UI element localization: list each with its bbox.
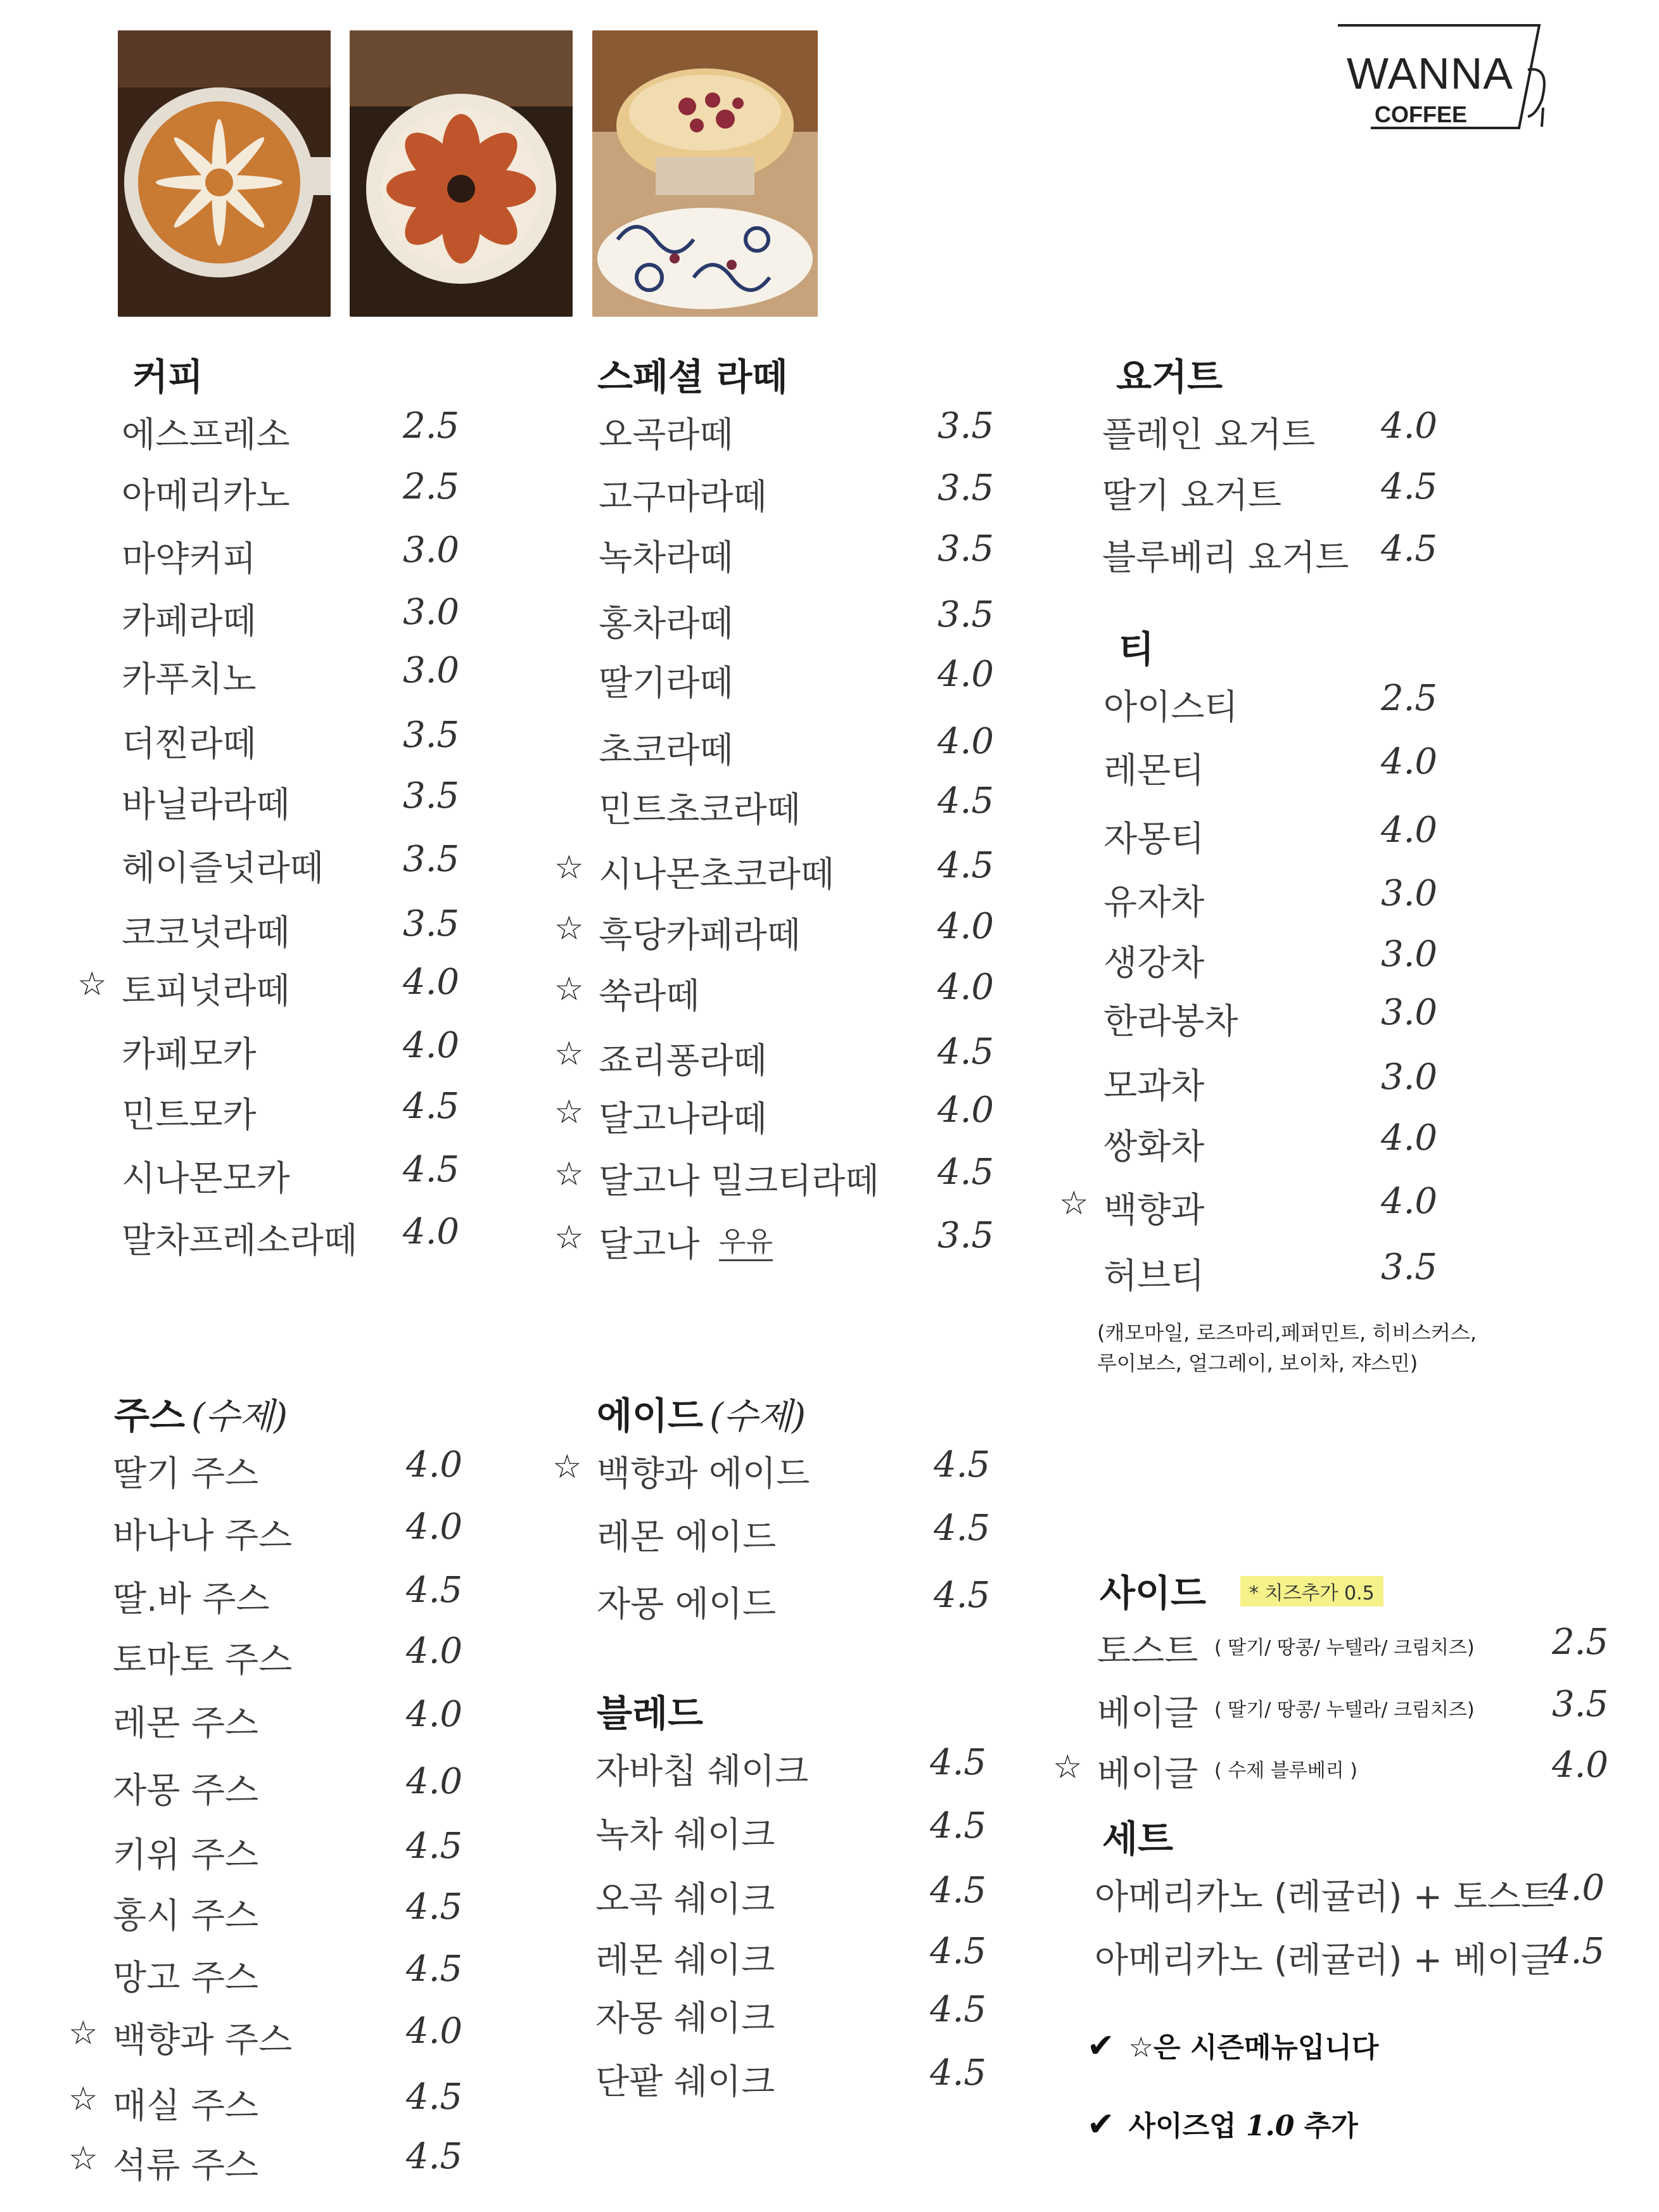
menu-item	[61, 1756, 492, 1821]
menu-item-price: 4.5	[403, 1149, 460, 1190]
menu-item	[1058, 461, 1501, 523]
menu-item-name: 더찐라떼	[122, 723, 257, 764]
menu-item	[61, 2131, 492, 2193]
menu-item	[551, 400, 1007, 462]
menu-item	[551, 1210, 1007, 1271]
menu-item-price: 3.5	[938, 594, 995, 635]
herb-tea-note: (캐모마일, 로즈마리,페퍼민트, 히비스커스, 루이보스, 얼그레이, 보이차, 쟈스민)	[1097, 1321, 1477, 1375]
menu-item	[61, 1821, 492, 1881]
menu-item-name: 베이글	[1097, 1693, 1198, 1733]
menu-item-name: 플레인 요거트	[1102, 414, 1316, 455]
menu-item-price: 4.0	[1552, 1745, 1609, 1786]
menu-item	[1058, 1176, 1501, 1242]
season-star-icon: ☆	[554, 970, 584, 1008]
menu-item-price: 2.5	[403, 405, 460, 447]
menu-item	[1058, 987, 1501, 1052]
menu-item	[61, 461, 492, 524]
section-title: 주스 (수제)	[114, 1394, 288, 1437]
menu-item-name: 모과차	[1103, 1065, 1205, 1106]
menu-item-name: 블루베리 요거트	[1102, 537, 1349, 578]
ade-section	[545, 1386, 1001, 1633]
season-star-icon: ☆	[1059, 1185, 1089, 1223]
menu-item-price: 4.0	[406, 1761, 463, 1802]
menu-item	[545, 1865, 1001, 1926]
menu-item-price: 3.0	[1381, 873, 1438, 914]
menu-item-name: 허브티	[1103, 1255, 1205, 1296]
juice-section	[61, 1386, 492, 2193]
season-star-icon: ☆	[77, 965, 107, 1003]
menu-item	[1039, 1926, 1628, 1986]
menu-item-price: 4.5	[1381, 466, 1438, 507]
season-star-icon: ☆	[68, 2140, 98, 2178]
season-star-icon: ☆	[68, 2080, 98, 2118]
menu-item	[551, 962, 1007, 1026]
menu-item-price: 4.5	[930, 1870, 987, 1911]
season-star-icon: ☆	[554, 1155, 584, 1193]
menu-item-name: 오곡라떼	[599, 414, 734, 455]
menu-item-name: 아메리카노	[122, 475, 290, 516]
menu-item	[551, 840, 1007, 901]
menu-item-price: 2.5	[1381, 678, 1438, 719]
season-star-icon: ☆	[554, 1219, 584, 1257]
menu-item-price: 3.5	[403, 903, 460, 944]
menu-item-name: 카페모카	[122, 1034, 257, 1074]
menu-item-price: 3.0	[403, 650, 460, 691]
menu-item-price: 4.5	[406, 1886, 463, 1928]
season-star-icon: ☆	[554, 1035, 584, 1073]
menu-item	[545, 1737, 1001, 1800]
menu-item-name: 마약커피	[122, 538, 257, 579]
menu-item-price: 4.0	[403, 1211, 460, 1252]
menu-item-name: 시나몬초코라떼	[599, 854, 834, 894]
menu-item	[61, 1144, 492, 1206]
menu-item-detail: ( 딸기/ 땅콩/ 누텔라/ 크림치즈)	[1214, 1637, 1475, 1659]
menu-item-name: 코코넛라떼	[122, 912, 290, 953]
menu-item-name: 달고나라떼	[599, 1098, 767, 1139]
menu-item-price: 4.5	[406, 1826, 463, 1867]
menu-item	[61, 1206, 492, 1268]
menu-item-name: 토스트	[1097, 1630, 1198, 1671]
menu-item	[551, 1084, 1007, 1147]
menu-item-name: 아메리카노 (레귤러) + 토스트	[1095, 1876, 1554, 1917]
menu-item	[61, 587, 492, 645]
menu-item-name: 오곡 쉐이크	[595, 1879, 775, 1919]
menu-item	[551, 462, 1007, 523]
menu-item-name: 아이스티	[1103, 687, 1238, 727]
menu-item-name: 쌍화차	[1103, 1126, 1205, 1167]
handwritten-note: 우유	[719, 1219, 773, 1261]
menu-item	[61, 1501, 492, 1565]
menu-item	[1058, 523, 1501, 584]
menu-item	[551, 1147, 1007, 1210]
menu-item-price: 3.5	[938, 405, 995, 447]
menu-item-price: 4.5	[934, 1444, 991, 1485]
menu-item	[551, 775, 1007, 840]
section-title: 요거트	[1116, 355, 1223, 398]
menu-item-name: 홍차라떼	[599, 603, 734, 644]
menu-item	[1058, 868, 1501, 929]
menu-item-name: 백향과 주스	[113, 2019, 293, 2060]
menu-item-name: 딸기 요거트	[1102, 475, 1282, 516]
checkmark-icon: ✔	[1087, 2106, 1115, 2144]
menu-item-name: 토피넛라떼	[122, 970, 290, 1011]
menu-item-name: 시나몬모카	[122, 1158, 290, 1198]
menu-item-price: 4.5	[406, 1948, 463, 1990]
menu-item-price: 4.0	[406, 1694, 463, 1735]
menu-item-name: 딸기 주스	[113, 1453, 259, 1494]
menu-item	[551, 716, 1007, 775]
menu-item-name: 쑥라떼	[599, 976, 700, 1016]
menu-item-price: 4.5	[406, 1570, 463, 1611]
section-title: 스페셜 라떼	[597, 355, 788, 398]
menu-item-name: 백향과	[1103, 1190, 1205, 1230]
menu-item-price: 2.5	[403, 466, 460, 507]
menu-item	[545, 2047, 1001, 2111]
menu-item	[1058, 736, 1501, 804]
menu-item	[545, 1570, 1001, 1633]
menu-item	[61, 1020, 492, 1081]
season-star-icon: ☆	[554, 910, 584, 948]
menu-item	[1058, 673, 1501, 736]
section-title: 세트	[1102, 1817, 1174, 1860]
menu-item	[61, 1081, 492, 1144]
menu-item	[1039, 1679, 1628, 1739]
menu-item-name: 말차프레소라떼	[122, 1220, 357, 1261]
menu-item-name: 홍시 주스	[113, 1895, 259, 1936]
season-star-icon: ☆	[554, 849, 584, 887]
menu-item-name: 베이글	[1097, 1753, 1198, 1794]
menu-item-price: 4.0	[1548, 1867, 1605, 1909]
menu-item-price: 3.5	[403, 715, 460, 756]
menu-item-price: 4.5	[930, 1742, 987, 1783]
menu-item	[61, 1689, 492, 1756]
menu-item-name: 바닐라라떼	[122, 784, 290, 825]
menu-item	[551, 589, 1007, 649]
menu-item-name: 매실 주스	[113, 2085, 259, 2126]
menu-item	[1058, 804, 1501, 868]
menu-item-name: 자몽 에이드	[597, 1584, 777, 1624]
menu-item	[61, 1881, 492, 1943]
menu-item	[61, 645, 492, 709]
menu-item-price: 3.0	[403, 592, 460, 633]
menu-item-price: 4.0	[1381, 741, 1438, 782]
season-star-icon: ☆	[68, 2014, 98, 2052]
logo-subtext: COFFEE	[1375, 101, 1468, 127]
menu-item-name: 백향과 에이드	[597, 1453, 810, 1494]
menu-item-name: 석류 주스	[113, 2145, 259, 2185]
section-title: 사이드	[1100, 1572, 1207, 1615]
menu-item-price: 3.0	[1381, 992, 1438, 1033]
menu-item-price: 4.0	[1381, 1181, 1438, 1222]
menu-item	[61, 524, 492, 587]
season-star-icon: ☆	[552, 1448, 582, 1486]
menu-item-price: 4.5	[406, 2136, 463, 2177]
menu-item-price: 3.0	[1381, 1057, 1438, 1098]
blend-section	[545, 1684, 1001, 2111]
section-title: 에이드 (수제)	[597, 1394, 806, 1437]
menu-item-price: 4.0	[403, 1025, 460, 1066]
menu-item-price: 4.5	[934, 1575, 991, 1616]
menu-item-name: 자몽 주스	[113, 1770, 259, 1810]
menu-item	[545, 1439, 1001, 1503]
menu-item	[61, 834, 492, 898]
menu-item-price: 4.0	[406, 1630, 463, 1672]
menu-item-price: 4.0	[938, 906, 995, 947]
menu-item-name: 토마토 주스	[113, 1639, 293, 1680]
menu-item	[1039, 1617, 1628, 1679]
menu-item-price: 3.5	[938, 528, 995, 569]
menu-item-name: 한라봉차	[1103, 1001, 1238, 1041]
menu-item	[1058, 1112, 1501, 1176]
menu-item	[61, 1943, 492, 2005]
latte-art-photo	[118, 30, 331, 317]
menu-item	[61, 1625, 492, 1689]
menu-item-price: 4.5	[1548, 1931, 1605, 1972]
menu-item-name: 자바칩 쉐이크	[595, 1751, 809, 1791]
menu-item-name: 레몬 주스	[113, 1703, 259, 1743]
menu-item-price: 4.0	[406, 1506, 463, 1548]
section-title: 블레드	[597, 1692, 704, 1735]
menu-item-name: 망고 주스	[113, 1957, 259, 1998]
menu-item-price: 4.5	[934, 1508, 991, 1549]
menu-item-detail: ( 수제 블루베리 )	[1214, 1760, 1357, 1782]
menu-item-price: 4.0	[1381, 810, 1438, 851]
yogurt-section	[1058, 347, 1501, 584]
menu-item	[61, 770, 492, 834]
menu-item-name: 초코라떼	[599, 730, 734, 770]
season-star-icon: ☆	[554, 1093, 584, 1131]
menu-item	[551, 523, 1007, 589]
section-title: 커피	[132, 355, 204, 398]
menu-item	[545, 1503, 1001, 1570]
season-menu-note: ✔ ☆은 시즌메뉴입니다	[1087, 2027, 1379, 2065]
menu-item-name: 헤이즐넛라떼	[122, 848, 324, 888]
menu-item-price: 4.0	[406, 2011, 463, 2052]
menu-item-name: 죠리퐁라떼	[599, 1040, 767, 1081]
season-star-icon: ☆	[1053, 1748, 1083, 1786]
menu-item-price: 3.5	[938, 1215, 995, 1256]
menu-item-name: 달고나 밀크티라떼	[599, 1160, 879, 1201]
menu-item-name: 바나나 주스	[113, 1515, 293, 1556]
menu-item-price: 4.5	[938, 780, 995, 822]
menu-item-name: 키위 주스	[113, 1834, 259, 1875]
menu-item-price: 3.5	[1552, 1684, 1609, 1725]
menu-item-name: 레몬 에이드	[597, 1516, 777, 1557]
menu-item	[61, 2071, 492, 2131]
dessert-photo	[592, 30, 818, 317]
menu-item-name: 자몽티	[1103, 818, 1205, 859]
menu-item-price: 4.0	[1381, 1117, 1438, 1159]
menu-item	[61, 2005, 492, 2071]
menu-item-price: 2.5	[1552, 1622, 1609, 1663]
menu-item-price: 4.5	[930, 2052, 987, 2094]
coffee-section	[61, 347, 492, 1268]
menu-item	[545, 1984, 1001, 2047]
menu-item-name: 레몬 쉐이크	[595, 1940, 775, 1980]
menu-item-name: 카푸치노	[122, 659, 257, 699]
menu-item-price: 3.0	[403, 530, 460, 571]
menu-item-price: 4.5	[403, 1086, 460, 1127]
menu-item	[1058, 1242, 1501, 1304]
menu-item-name: 흑당카페라떼	[599, 915, 801, 955]
menu-item-price: 4.0	[938, 654, 995, 695]
menu-item-name: 녹차라떼	[599, 537, 734, 578]
menu-item-name: 민트모카	[122, 1095, 257, 1135]
menu-item-name: 카페라떼	[122, 601, 257, 641]
menu-item-name: 생강차	[1103, 943, 1205, 983]
section-title: 티	[1119, 628, 1155, 671]
menu-item-price: 4.5	[930, 1931, 987, 1972]
menu-item	[1058, 929, 1501, 987]
menu-item	[551, 649, 1007, 716]
menu-item-price: 4.5	[930, 1805, 987, 1847]
menu-item-price: 4.0	[403, 962, 460, 1003]
tea-section	[1058, 620, 1501, 1304]
menu-item-name: 고구마라떼	[599, 476, 767, 517]
menu-item-price: 3.5	[403, 775, 460, 817]
menu-item	[1058, 1052, 1501, 1112]
menu-item-price: 4.5	[1381, 528, 1438, 569]
menu-item-price: 3.5	[403, 839, 460, 880]
set-section	[1039, 1809, 1628, 1986]
wanna-coffee-logo	[1335, 14, 1551, 147]
menu-item	[61, 957, 492, 1020]
menu-item-price: 4.0	[938, 1090, 995, 1131]
menu-item-name: 에스프레소	[122, 414, 290, 455]
menu-item-price: 3.0	[1381, 934, 1438, 975]
menu-item	[1039, 1862, 1628, 1926]
menu-item-name: 딸기라떼	[599, 663, 734, 703]
menu-item-price: 4.5	[406, 2076, 463, 2118]
menu-item-name: 자몽 쉐이크	[595, 1998, 775, 2038]
menu-item	[1058, 400, 1501, 461]
menu-item-price: 4.5	[938, 1031, 995, 1072]
menu-item-name: 유자차	[1103, 882, 1205, 922]
menu-item	[551, 1026, 1007, 1084]
checkmark-icon: ✔	[1087, 2027, 1115, 2065]
menu-item	[61, 400, 492, 461]
menu-item-price: 4.0	[406, 1444, 463, 1485]
menu-item	[545, 1800, 1001, 1865]
menu-item	[551, 901, 1007, 962]
menu-item	[61, 1565, 492, 1625]
menu-item-price: 4.5	[938, 1152, 995, 1193]
menu-item-name: 민트초코라떼	[599, 789, 801, 830]
menu-item-name: 레몬티	[1103, 750, 1205, 791]
menu-item-name: 단팥 쉐이크	[595, 2061, 775, 2102]
menu-item-price: 3.5	[938, 467, 995, 509]
logo-wordmark: WANNA	[1347, 49, 1513, 98]
menu-item-name: 딸.바 주스	[113, 1579, 270, 1619]
flower-latte-photo	[350, 30, 573, 317]
menu-item-name: 달고나	[599, 1224, 700, 1264]
menu-item	[1039, 1739, 1628, 1802]
menu-item-detail: ( 딸기/ 땅콩/ 누텔라/ 크림치즈)	[1214, 1699, 1475, 1721]
menu-item-price: 4.0	[938, 967, 995, 1008]
size-up-note: ✔ 사이즈업 1.0 추가	[1087, 2106, 1358, 2144]
menu-item-price: 4.0	[938, 721, 995, 762]
menu-item-price: 4.5	[930, 1989, 987, 2030]
menu-item	[61, 709, 492, 770]
menu-item-price: 3.5	[1381, 1247, 1438, 1288]
menu-item-name: 녹차 쉐이크	[595, 1814, 775, 1855]
menu-item	[61, 898, 492, 957]
special-latte-section	[551, 347, 1007, 1271]
menu-item-price: 4.0	[1381, 405, 1438, 447]
menu-item-price: 4.5	[938, 845, 995, 886]
cheese-addon-note: * 치즈추가 0.5	[1240, 1576, 1383, 1606]
menu-item	[545, 1926, 1001, 1984]
menu-item	[61, 1439, 492, 1501]
menu-item-name: 아메리카노 (레귤러) + 베이글	[1095, 1940, 1554, 1980]
